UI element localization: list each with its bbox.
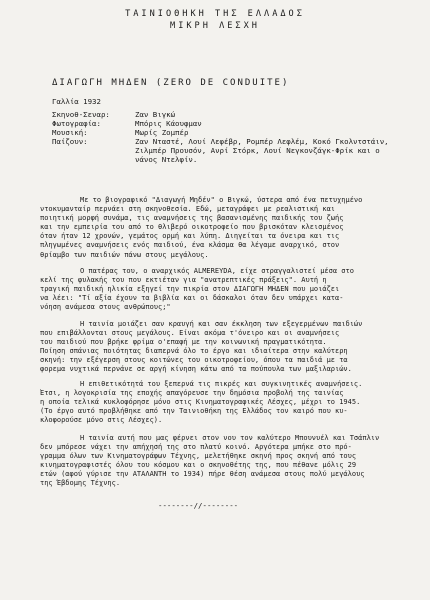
credit-value-music: Μωρίς Ζομπέρ [135, 128, 189, 137]
text-line: γραμμα όλων των Κινηματογράφων Τέχνης, μελετήθηκε σκηνή προς σκηνή από τους [40, 452, 357, 461]
text-line: δεν μπόρεσε νάχει την απήχησή της στο πλατύ κοινό. Αργότερα μπήκε στο πρό- [40, 443, 352, 452]
credit-value-cast-cont-1: Ζιλμπέρ Προυσόν, Ανρί Στόρκ, Λουί Νεγκονζάγκ-Φρίκ και ο [135, 146, 380, 155]
footer-separator: --------//-------- [158, 501, 239, 510]
text-line: να λέει: "Τί αξία έχουν τα βιβλία και οι δάσκαλοι όταν δεν υπάρχει κατα- [40, 294, 344, 303]
text-line: φορεμα νυχτικά περνάνε σε αργή κίνηση κάτω από τα πούπουλα των μαξιλαριών. [40, 365, 352, 374]
credit-value-director: Ζαν Βιγκώ [135, 110, 176, 119]
text-line: πληγωμένες αναμνήσεις ενός παιδιού, ένα κλάσμα θα λέγαμε αναρχικό, στον [40, 241, 340, 250]
credit-value-cast: Ζαν Νταστέ, Λουί Λεφέβρ, Ρομπέρ Λεφλέμ, Κοκό Γκολντστάιν, [135, 137, 389, 146]
text-line: (Το έργο αυτό προβλήθηκε από την Ταινιοθήκη της Ελλάδος τον καιρό που κυ- [40, 407, 348, 416]
header-line-2: ΜΙΚΡΗ ΛΕΣΧΗ [170, 21, 260, 31]
text-line: νόηση ανάμεσα στους ανθρώπους;" [40, 303, 171, 312]
header-line-1: ΤΑΙΝΙΟΘΗΚΗ ΤΗΣ ΕΛΛΑΔΟΣ [125, 9, 305, 19]
credit-label-music: Μουσική: [52, 128, 88, 137]
credit-label-photography: Φωτογραφία: [52, 119, 101, 128]
text-line: ετών (αφού γύρισε την ΑΤΑΛΑΝΤΗ το 1934) πήρε θέση ανάμεσα στους πολύ μεγάλους [40, 470, 365, 479]
text-line: Έτσι, η λογοκρισία της εποχής απαγόρευσε την δημόσια προβολή της ταινίας [40, 389, 344, 398]
text-line: Ο πατέρας του, ο αναρχικός ALMEREYDA, είχε στραγγαλιστεί μέσα στο [80, 267, 354, 275]
text-line: όταν ήταν 12 χρονών, γεμάτος ορμή και λύπη. Διηγείται τα όνειρα και τις [40, 232, 340, 241]
paragraph-4 [40, 380, 392, 425]
text-line: ποιητική μορφή συνάμα, τις αναμνήσεις της βασανισμένης παιδικής του ζωής [40, 214, 344, 223]
paragraph-3 [40, 320, 392, 375]
text-line: Η ταινία μοιάζει σαν κραυγή και σαν έκκληση των εξεγερμένων παιδιών [80, 320, 363, 328]
text-line: ντοκυμανταίρ περνάει στη σκηνοθεσία. Εδώ, μεταγράφει με ρεαλιστική και [40, 205, 336, 214]
paragraph-2 [40, 267, 392, 312]
credit-value-cast-cont-2: νάνος Ντελφίν. [135, 155, 198, 164]
text-line: του παιδιού που βρήκε φρίμα ο'επαφή με την κοινωνική πραγματικότητα. [40, 338, 327, 347]
credit-label-director: Σκηνοθ-Σεναρ: [52, 110, 110, 119]
text-line: Η επιθετικότητά του ξεπερνά τις πικρές και συγκινητικές αναμνήσεις. [80, 380, 363, 388]
text-line: θρίαμβο των παιδιών πάνω στους μεγάλους. [40, 250, 209, 259]
text-line: σκηνή: την εξέγερση στους κοιτώνες του οικοτροφείου, όπου τα παιδιά με τα [40, 356, 348, 365]
text-line: η οποία τελικά κυκλοφόρησε μόνο στις Κινηματογραφικές Λέσχες, μέχρι το 1945. [40, 398, 361, 407]
text-line: κινηματογραφιστές όλου του κόσμου και ο σκηνοθέτης της, που πέθανε μόλις 29 [40, 461, 357, 470]
text-line: κελί της φυλακής του που εκτιέταν για "ανατρεπτικές πράξεις". Αυτή η [40, 276, 327, 285]
text-line: κλοφορούσε μόνο στις Λέσχες). [40, 416, 163, 425]
text-line: Η ταινία αυτή που μας φέρνει στον νου τον καλύτερο Μπουνυέλ και Τσάπλιν [80, 434, 380, 442]
credit-label-cast: Παίζουν: [52, 137, 88, 146]
credit-value-photography: Μπόρις Κάουφμαν [135, 119, 202, 128]
film-title: ΔΙΑΓΩΓΗ ΜΗΔΕΝ (ZERO DE CONDUITE) [52, 78, 290, 88]
text-line: που επιβάλλονται στους μεγάλους. Είναι ακόμα τ'όνειρο και οι αναμνήσεις [40, 329, 340, 338]
paragraph-1 [40, 196, 392, 260]
text-line: τραγική παιδική ηλικία εξηγεί την πικρία στον ΔΙΑΓΩΓΗ ΜΗΔΕΝ που μοιάζει [40, 285, 340, 294]
text-line: Με το βιογραφικό "Διαγωγή Μηδέν" ο Βιγκώ, ύστερα από ένα πετυχημένο [80, 196, 363, 204]
text-line: και την εμπειρία του από το θλιβερό οικοτροφείο που βρισκόταν κλεισμένος [40, 223, 344, 232]
country-year: Γαλλία 1932 [52, 97, 101, 106]
text-line: Ποίηση σπάνιας ποιότητας διαπερνά όλο το έργο και ιδιαίτερα στην καλύτερη [40, 347, 348, 356]
text-line: της Έβδομης Τέχνης. [40, 479, 121, 488]
paragraph-5 [40, 434, 392, 489]
